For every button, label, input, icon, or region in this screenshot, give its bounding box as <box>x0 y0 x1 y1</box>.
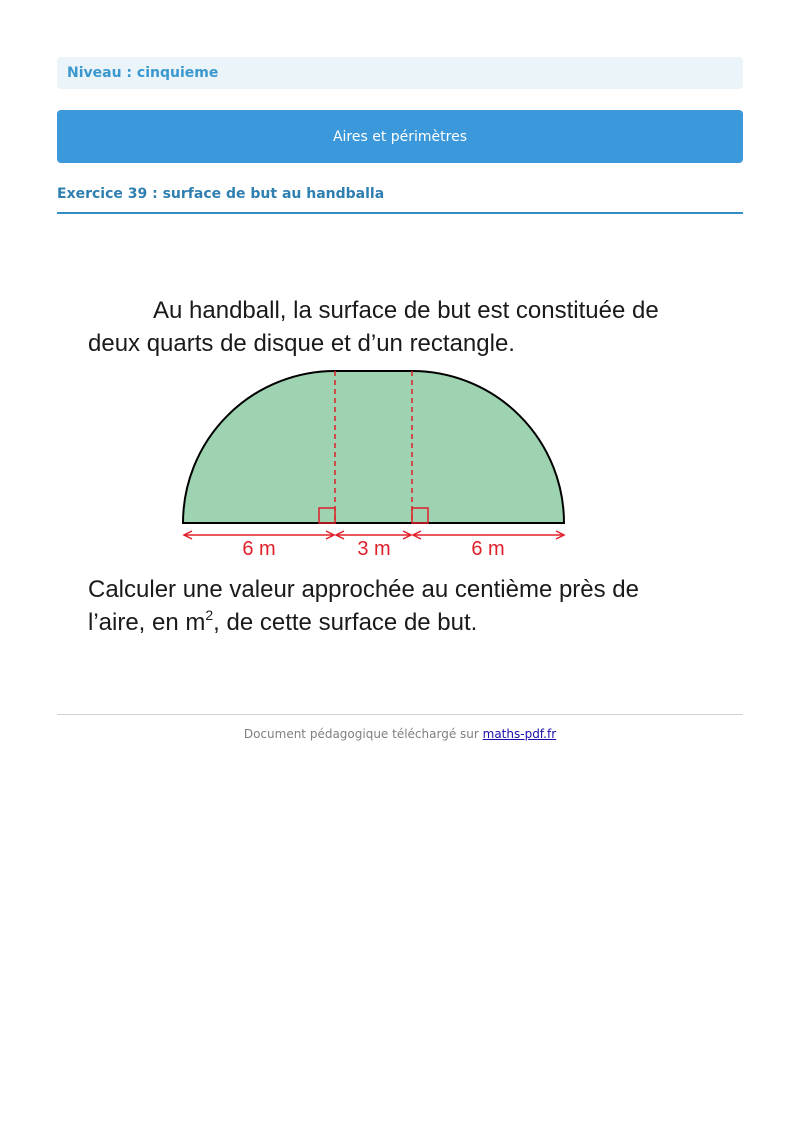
level-text: Niveau : cinquieme <box>67 65 219 81</box>
level-indicator <box>57 57 743 89</box>
chapter-banner <box>57 110 743 163</box>
question-line-2 <box>88 607 477 636</box>
exercise-heading <box>57 186 743 214</box>
exercise-title-text: Exercice 39 : surface de but au handballa <box>57 186 385 202</box>
intro-line-1: Au handball, la surface de but est constituée de <box>153 297 659 324</box>
question-line-2-end: , de cette surface de but. <box>213 609 478 636</box>
goal-area-shape <box>183 371 564 523</box>
footer-text: Document pédagogique téléchargé sur <box>243 727 483 741</box>
question-line-1: Calculer une valeur approchée au centième près de <box>88 576 640 603</box>
dimension-label-middle: 3 m <box>357 538 391 560</box>
question-line-2-start: l’aire, en m <box>88 609 206 636</box>
dimension-label-left: 6 m <box>242 538 276 560</box>
exercise-figure <box>80 285 680 645</box>
chapter-title: Aires et périmètres <box>332 128 468 145</box>
footer-divider <box>57 714 743 715</box>
footer <box>57 727 743 741</box>
dimension-label-right: 6 m <box>471 538 505 560</box>
square-meter-exponent: 2 <box>205 607 214 623</box>
footer-link[interactable]: maths-pdf.fr <box>482 727 557 741</box>
intro-line-2: deux quarts de disque et d’un rectangle. <box>88 330 515 357</box>
